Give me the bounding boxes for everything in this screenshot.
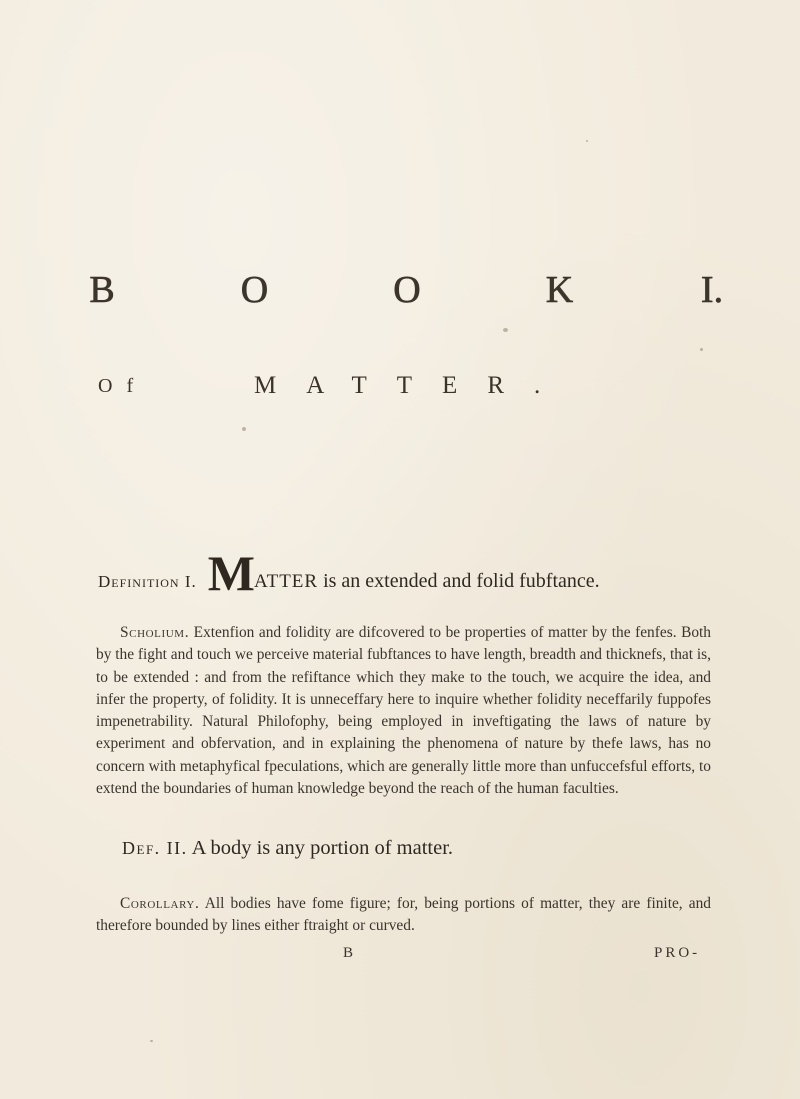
- book-heading-letter: I.: [700, 269, 724, 311]
- corollary-paragraph: [96, 893, 711, 938]
- definition-one-text: is an extended and folid fubftance.: [318, 570, 600, 592]
- scholium-label: Scholium.: [120, 624, 190, 641]
- corollary-text: All bodies have fome figure; for, being portions of matter, they are finite, and therefore bounded by lines either ftraight or curved.: [96, 895, 712, 935]
- paper-speck: [586, 140, 588, 142]
- chapter-title-of: Of: [98, 375, 148, 397]
- definition-two: [122, 837, 453, 860]
- scholium-text: Extenfion and folidity are difcovered to be properties of matter by the fenfes. Both by the fight and touch we perceive material fubftances to have length, breadth and thicknefs, that is, to be extended : and from the refiftance which they make to the touch, we acquire the idea, and infer the property, of folidity. It is unneceffary here to inquire whether folidity neceffarily fuppofes impenetrability. Natural Philofophy, being employed in inveftigating the laws of nature by experiment and obfervation, and in explaining the phenomena of nature by thefe laws, has no concern with metaphyfical fpeculations, which are generally little more than unfuccefsful efforts, to extend the boundaries of human knowledge beyond the reach of the human faculties.: [96, 624, 711, 798]
- definition-one: [98, 545, 718, 601]
- signature-mark: B: [343, 945, 354, 961]
- paper-speck: [150, 1040, 153, 1042]
- scholium-paragraph: [96, 622, 711, 800]
- chapter-title-matter: MATTER.: [254, 372, 571, 399]
- definition-one-word: ATTER: [253, 571, 319, 592]
- catchword: PRO-: [654, 945, 701, 961]
- dropcap-letter: M: [207, 545, 253, 601]
- definition-one-label: Definition I.: [98, 572, 197, 591]
- book-heading: [82, 268, 732, 312]
- paper-speck: [700, 348, 703, 351]
- book-heading-letter: O: [393, 269, 421, 311]
- book-heading-letter: O: [240, 269, 269, 311]
- definition-two-label: Def. II.: [122, 838, 188, 858]
- paper-speck: [242, 427, 246, 431]
- book-heading-letter: B: [89, 269, 115, 311]
- paper-speck: [503, 328, 508, 332]
- corollary-label: Corollary.: [120, 895, 200, 912]
- definition-two-text: A body is any portion of matter.: [191, 837, 454, 859]
- book-heading-letter: K: [545, 269, 574, 311]
